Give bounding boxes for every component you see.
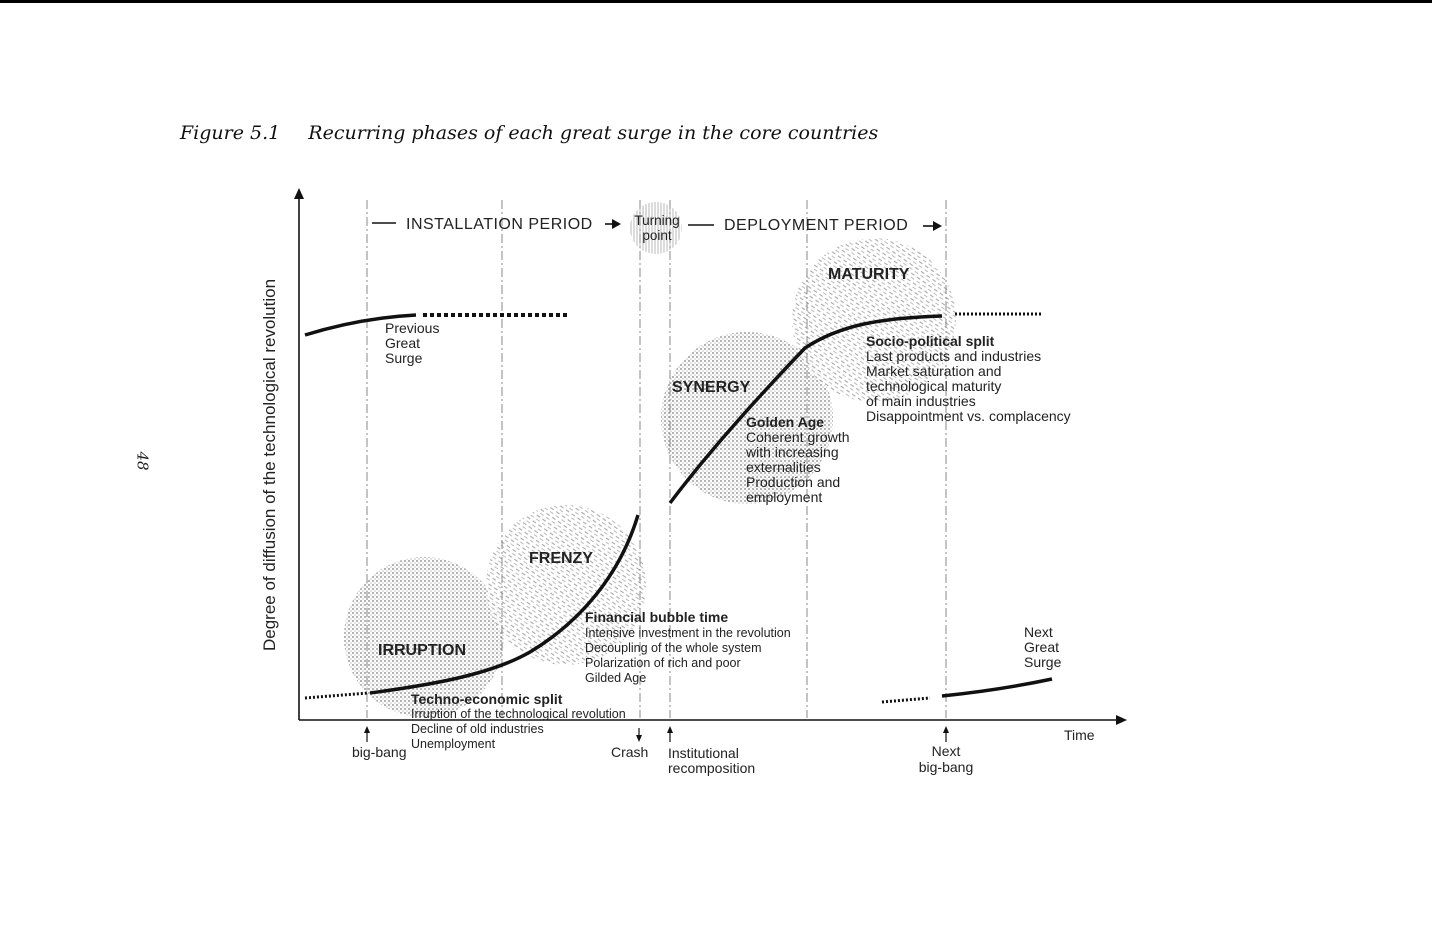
deployment-arrow xyxy=(933,221,942,231)
svg-text:Irruption of the technological: Irruption of the technological revolution xyxy=(411,707,626,721)
institutional-line-1: Institutional xyxy=(668,745,739,761)
next-surge-lead xyxy=(882,698,930,702)
techno-title: Techno-economic split xyxy=(411,691,563,707)
x-axis-arrow xyxy=(1116,715,1127,725)
page-number: 48 xyxy=(133,451,152,471)
svg-text:Last products and industries: Last products and industries xyxy=(866,348,1042,364)
x-axis-label: Time xyxy=(1064,727,1095,743)
svg-text:Next: Next xyxy=(1024,624,1053,640)
financial-bubble-time xyxy=(585,609,791,685)
next-big-bang-arrow xyxy=(943,726,949,733)
next-big-bang-line-1: Next xyxy=(931,743,961,759)
installation-label: INSTALLATION PERIOD xyxy=(406,216,593,233)
svg-text:Great: Great xyxy=(385,335,421,351)
svg-text:Decoupling of the whole system: Decoupling of the whole system xyxy=(585,641,762,655)
golden-age xyxy=(745,414,850,505)
next-surge-curve xyxy=(942,679,1052,696)
svg-text:Coherent growth: Coherent growth xyxy=(746,429,850,445)
next-surge-label xyxy=(1024,624,1062,670)
crash-arrow xyxy=(636,735,642,742)
figure-number: Figure 5.1 xyxy=(180,122,281,144)
svg-text:Previous: Previous xyxy=(385,320,440,336)
frenzy-label: FRENZY xyxy=(529,550,593,567)
socio-title: Socio-political split xyxy=(866,333,995,349)
techno-economic-split xyxy=(411,691,626,751)
svg-text:with increasing: with increasing xyxy=(746,444,839,460)
svg-text:Surge: Surge xyxy=(1024,654,1062,670)
svg-text:Gilded Age: Gilded Age xyxy=(585,671,647,685)
crash-label: Crash xyxy=(611,744,649,760)
irruption-label: IRRUPTION xyxy=(378,642,466,659)
bubble-title: Financial bubble time xyxy=(585,609,729,625)
institutional-line-2: recomposition xyxy=(668,760,756,776)
big-bang-label: big-bang xyxy=(352,744,407,760)
big-bang-arrow xyxy=(364,726,370,733)
y-axis-arrow xyxy=(294,188,304,199)
svg-text:technological maturity: technological maturity xyxy=(866,378,1002,394)
synergy-label: SYNERGY xyxy=(672,379,751,396)
y-axis-label: Degree of diffusion of the technological revolution xyxy=(260,278,279,652)
svg-text:externalities: externalities xyxy=(746,459,821,475)
svg-text:employment: employment xyxy=(746,489,823,505)
svg-text:Great: Great xyxy=(1024,639,1060,655)
svg-text:Production and: Production and xyxy=(746,474,841,490)
installation-arrow xyxy=(612,219,621,229)
current-surge-lead xyxy=(305,693,368,698)
svg-text:Market saturation and: Market saturation and xyxy=(866,363,1002,379)
maturity-label: MATURITY xyxy=(828,266,910,283)
previous-surge-label xyxy=(385,320,439,366)
institutional-arrow xyxy=(667,726,673,733)
deployment-label: DEPLOYMENT PERIOD xyxy=(724,217,909,234)
socio-political-split xyxy=(866,333,1071,424)
turning-point-line-2: point xyxy=(642,228,672,243)
svg-text:Intensive investment in the re: Intensive investment in the revolution xyxy=(585,626,791,640)
svg-text:Disappointment vs. complacency: Disappointment vs. complacency xyxy=(866,408,1071,424)
svg-text:Polarization of rich and poor: Polarization of rich and poor xyxy=(585,656,741,670)
svg-text:Unemployment: Unemployment xyxy=(411,737,496,751)
svg-text:of main industries: of main industries xyxy=(866,393,976,409)
period-header xyxy=(372,213,942,243)
golden-title: Golden Age xyxy=(746,414,825,430)
svg-text:Decline of old industries: Decline of old industries xyxy=(411,722,544,736)
next-big-bang-line-2: big-bang xyxy=(918,759,974,775)
turning-point-line-1: Turning xyxy=(634,213,680,228)
figure-title: Recurring phases of each great surge in the core countries xyxy=(308,122,879,144)
svg-text:Surge: Surge xyxy=(385,350,423,366)
